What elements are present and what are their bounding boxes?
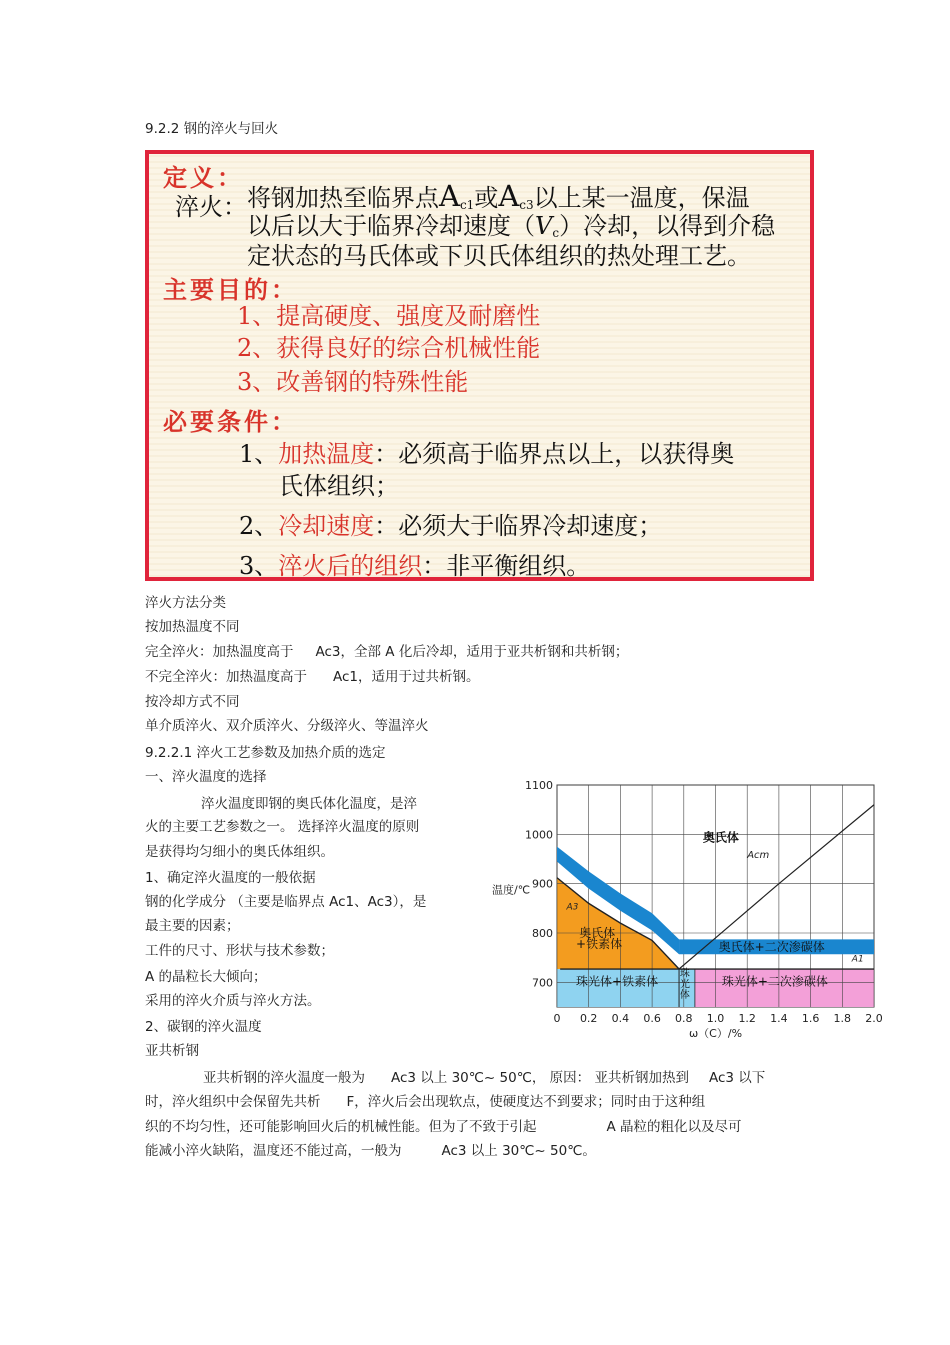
text-line: 完全淬火：加热温度高于 Ac3，全部 A 化后冷却，适用于亚共析钢和共析钢； (145, 644, 629, 660)
text-line: 织的不均匀性，还可能影响回火后的机械性能。但为了不致于引起 A 晶粒的粗化以及尽可 (145, 1119, 742, 1135)
condition-2: 2、冷却速度：必须大于临界冷却速度； (239, 512, 663, 540)
purpose-item-2: 2、获得良好的综合机械性能 (237, 334, 541, 362)
purpose-heading: 主要目的： (163, 275, 298, 304)
x-tick-label: 0.2 (579, 1012, 598, 1025)
x-axis-label: ω（C）/% (688, 1027, 743, 1040)
pearlite-label-2: 光 (679, 979, 690, 991)
definition-line-1: 将钢加热至临界点$A_{c1}$或$A_{c3}$以上某一温度，保温 (247, 179, 750, 213)
x-tick-label: 0.4 (611, 1012, 630, 1025)
condition-1: 1、加热温度：必须高于临界点以上，以获得奥 (239, 440, 735, 468)
purpose-item-3: 3、改善钢的特殊性能 (237, 368, 469, 396)
pearlite-cementite-label: 珠光体+二次渗碳体 (721, 974, 828, 989)
text-line: 1、确定淬火温度的一般依据 (145, 870, 316, 886)
text-line: 淬火温度即钢的奥氏体化温度，是淬 (201, 796, 417, 812)
text-line: 一、淬火温度的选择 (145, 769, 267, 785)
quench-temperature-chart (488, 755, 908, 1045)
a3-label: A3 (566, 902, 579, 913)
austenite-label: 奥氏体 (702, 830, 739, 845)
purpose-item-1: 1、提高硬度、强度及耐磨性 (237, 302, 541, 330)
text-line: 淬火方法分类 (145, 595, 226, 611)
text-line: 采用的淬火介质与淬火方法。 (145, 993, 321, 1009)
text-line: 时，淬火组织中会保留先共析 F，淬火后会出现软点，使硬度达不到要求；同时由于这种组 (145, 1094, 706, 1110)
x-tick-label: 0.6 (643, 1012, 661, 1025)
austenite-cementite-label: 奥氏体+二次渗碳体 (718, 939, 825, 954)
text-line: A 的晶粒长大倾向； (145, 969, 267, 985)
y-tick-label: 1100 (525, 779, 553, 792)
text-line: 按加热温度不同 (145, 619, 240, 635)
x-tick-label: 1.2 (738, 1012, 756, 1025)
quench-definition-slide (145, 150, 814, 581)
austenite-ferrite-label-2: +铁素体 (576, 936, 623, 951)
text-line: 能减小淬火缺陷，温度还不能过高，一般为 Ac3 以上 30℃~ 50℃。 (145, 1143, 596, 1159)
section-heading: 9.2.2 钢的淬火与回火 (145, 121, 279, 137)
x-tick-label: 0 (553, 1012, 561, 1025)
quench-label: 淬火： (175, 193, 247, 221)
condition-3: 3、淬火后的组织：非平衡组织。 (239, 552, 591, 580)
y-tick-label: 800 (532, 927, 553, 940)
text-line: 按冷却方式不同 (145, 694, 240, 710)
text-line: 2、碳钢的淬火温度 (145, 1019, 262, 1035)
pearlite-label-3: 体 (679, 990, 690, 1002)
austenite-ferrite-label: 奥氏体 (579, 925, 616, 940)
x-tick-label: 2.0 (865, 1012, 883, 1025)
definition-line-3: 定状态的马氏体或下贝氏体组织的热处理工艺。 (247, 242, 751, 270)
text-line: 单介质淬火、双介质淬火、分级淬火、等温淬火 (145, 718, 429, 734)
a1-label: A1 (851, 954, 864, 965)
y-axis-label: 温度/℃ (492, 883, 531, 897)
subsection-heading: 9.2.2.1 淬火工艺参数及加热介质的选定 (145, 745, 386, 761)
x-tick-label: 1.4 (770, 1012, 788, 1025)
text-line: 亚共析钢 (145, 1043, 199, 1059)
y-tick-label: 900 (532, 877, 553, 891)
pearlite-ferrite-label: 珠光体+铁素体 (576, 974, 659, 989)
definition-heading: 定义： (163, 163, 244, 192)
acm-label: Acm (747, 850, 770, 862)
text-line: 火的主要工艺参数之一。 选择淬火温度的原则 (145, 819, 420, 835)
x-tick-label: 1.0 (706, 1012, 725, 1025)
text-line: 钢的化学成分 （主要是临界点 Ac1、Ac3），是 (145, 894, 427, 910)
x-tick-label: 1.8 (833, 1012, 852, 1025)
condition-1-cont: 氏体组织； (279, 472, 399, 500)
y-tick-label: 700 (532, 976, 553, 990)
chart-svg (488, 755, 908, 1045)
x-tick-label: 0.8 (675, 1012, 693, 1025)
y-tick-label: 1000 (525, 828, 553, 842)
pearlite-label: 珠 (679, 968, 690, 980)
text-line: 亚共析钢的淬火温度一般为 Ac3 以上 30℃~ 50℃， 原因： 亚共析钢加热到 Ac3 以下 (203, 1070, 766, 1086)
conditions-heading: 必要条件： (163, 407, 298, 436)
text-line: 工件的尺寸、形状与技术参数； (145, 943, 334, 959)
text-line: 是获得均匀细小的奥氏体组织。 (145, 844, 334, 860)
text-line: 最主要的因素； (145, 918, 240, 934)
x-tick-label: 1.6 (801, 1012, 820, 1025)
definition-line-2: 以后以大于临界冷却速度$(V_c)$冷却，以得到介稳 (247, 212, 776, 240)
text-line: 不完全淬火：加热温度高于 Ac1，适用于过共析钢。 (145, 669, 480, 685)
